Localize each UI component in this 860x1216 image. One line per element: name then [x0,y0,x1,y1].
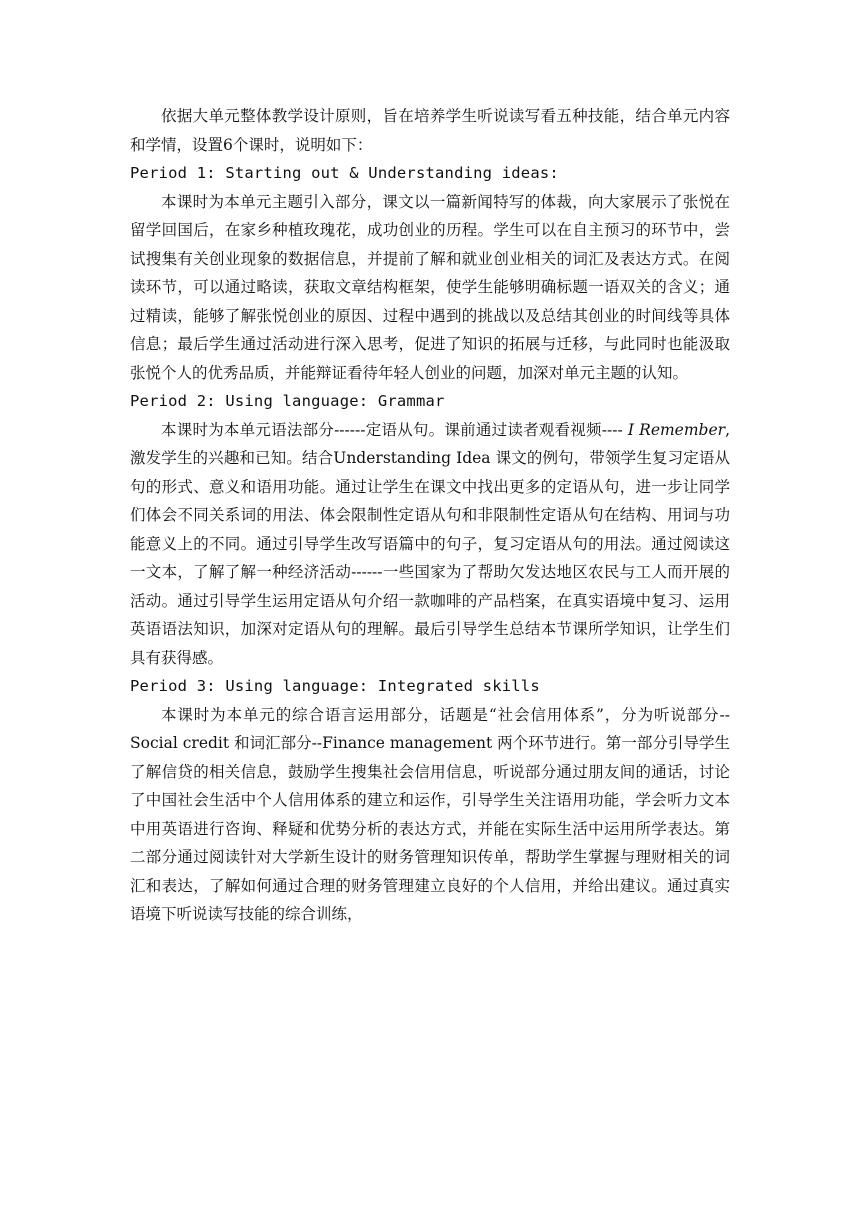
period-2-paragraph [130,416,730,673]
period-1-paragraph: 本课时为本单元主题引入部分，课文以一篇新闻特写的体裁，向大家展示了张悦在留学回国后，在家乡种植玫瑰花，成功创业的历程。学生可以在自主预习的环节中，尝试搜集有关创业现象的数据信息，并提前了解和就业创业相关的词汇及表达方式。在阅读环节，可以通过略读，获取文章结构框架，使学生能够明确标题一语双关的含义；通过精读，能够了解张悦创业的原因、过程中遇到的挑战以及总结其创业的时间线等具体信息；最后学生通过活动进行深入思考，促进了知识的拓展与迁移，与此同时也能汲取张悦个人的优秀品质，并能辩证看待年轻人创业的问题，加深对单元主题的认知。 [130,192,730,382]
period-2-heading: Period 2: Using language: Grammar [130,392,445,410]
period-1-heading: Period 1: Starting out & Understanding ideas: [130,164,559,182]
document-body [130,102,730,929]
video-title-italic: I Remember [627,420,726,439]
period-3-heading: Period 3: Using language: Integrated skills [130,677,540,695]
period-2-text-a: 本课时为本单元语法部分------定语从句。课前通过读者观看视频---- [161,420,628,439]
intro-paragraph: 依据大单元整体教学设计原则，旨在培养学生听说读写看五种技能，结合单元内容和学情，设置6个课时，说明如下： [130,107,730,154]
period-2-text-b: , 激发学生的兴趣和已知。结合Understanding Idea 课文的例句，带领学生复习定语从句的形式、意义和语用功能。通过让学生在课文中找出更多的定语从句，进一步让同学们体会不同关系词的用法、体会限制性定语从句和非限制性定语从句在结构、用词与功能意义上的不同。通过引导学生改写语篇中的句子，复习定语从句的用法。通过阅读这一文本，了解了解一种经济活动------一些国家为了帮助欠发达地区农民与工人而开展的活动。通过引导学生运用定语从句介绍一款咖啡的产品档案，在真实语境中复习、运用英语语法知识，加深对定语从句的理解。最后引导学生总结本节课所学知识，让学生们具有获得感。 [130,420,730,667]
period-3-paragraph: 本课时为本单元的综合语言运用部分，话题是“社会信用体系”，分为听说部分--Social credit 和词汇部分--Finance management 两个环节进行。第一部分引导学生了解信贷的相关信息，鼓励学生搜集社会信用信息，听说部分通过朋友间的通话，讨论了中国社会生活中个人信用体系的建立和运作，引导学生关注语用功能，学会听力文本中用英语进行咨询、释疑和优势分析的表达方式，并能在实际生活中运用所学表达。第二部分通过阅读针对大学新生设计的财务管理知识传单，帮助学生掌握与理财相关的词汇和表达，了解如何通过合理的财务管理建立良好的个人信用，并给出建议。通过真实语境下听说读写技能的综合训练， [130,705,730,923]
